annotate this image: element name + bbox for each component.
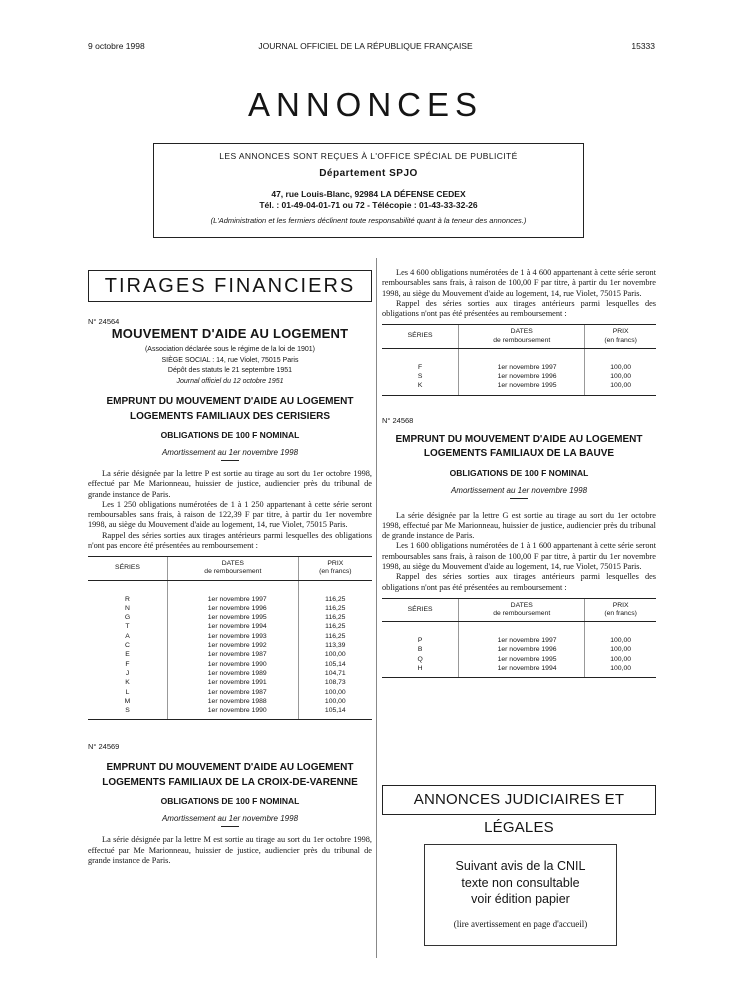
loan2-paragraph-2: Les 1 600 obligations numérotées de 1 à 1 600 appartenant à cette série seront remboursables sans frais, à raison de 100,00 F par titre, à partir du 1er novembre 1998, au siège du Mouvement d'aide au logement, 14, rue Violet, 75015 Paris. [382, 541, 656, 572]
col-prix-label: PRIX [327, 560, 344, 568]
price-cell: 104,71 [298, 669, 372, 678]
price-cell: 105,14 [298, 660, 372, 669]
series-cell: A [125, 632, 130, 640]
table-row [88, 622, 372, 631]
price-cell: 100,00 [585, 645, 656, 654]
publicity-notice-box [153, 143, 584, 238]
separator-bar [221, 826, 239, 827]
date-cell: 1er novembre 1989 [168, 669, 299, 678]
table-row [88, 595, 372, 604]
separator-bar [510, 498, 528, 499]
table-row [88, 660, 372, 669]
date-cell: 1er novembre 1987 [168, 688, 299, 697]
loan2-paragraph-3: Rappel des séries sorties aux tirages antérieurs parmi lesquelles des obligations n'ont pas été présentées au remboursement : [382, 572, 656, 592]
notice-ref: N° 24564 [88, 317, 120, 326]
series-cell: K [125, 679, 130, 687]
table-row [382, 372, 656, 381]
date-cell: 1er novembre 1996 [459, 645, 585, 654]
loan1-paragraph-1: La série désignée par la lettre P est sortie au tirage au sort du 1er octobre 1998, effectué par Me Marionneau, huissier de justice, audiencier près du tribunal de grande instance de Paris. [88, 469, 372, 499]
col-dates-label: DATES [221, 560, 244, 568]
loan1-amortissement-text: Amortissement au 1er novembre 1998 [161, 448, 299, 457]
table-row [88, 678, 372, 687]
page-title: ANNONCES [247, 86, 484, 123]
col-series [88, 557, 168, 580]
col-prix [298, 557, 372, 580]
notice-line-1: LES ANNONCES SONT REÇUES À L'OFFICE SPÉCIAL DE PUBLICITÉ [219, 151, 518, 161]
date-cell: 1er novembre 1996 [168, 604, 299, 613]
col-prix-label: PRIX [612, 328, 629, 336]
series-cell: L [125, 688, 130, 696]
series-cell: B [417, 646, 423, 654]
table-row [382, 636, 656, 645]
notice-phone: Tél. : 01-49-04-01-71 ou 72 - Télécopie : 01-43-33-32-26 [259, 199, 478, 210]
cnil-notice-box [424, 844, 617, 946]
series-cell: G [124, 614, 131, 622]
org-journal: Journal officiel du 12 octobre 1951 [176, 377, 284, 385]
table-row [88, 604, 372, 613]
col-dates [459, 325, 585, 348]
col-prix-label: PRIX [612, 601, 629, 609]
loan3-amortissement [88, 814, 372, 827]
table-row [88, 669, 372, 678]
price-cell: 116,25 [298, 595, 372, 604]
table-spacer-row [382, 622, 656, 637]
table-row [88, 641, 372, 650]
col-series-label: SÉRIES [115, 564, 140, 572]
table-row [382, 381, 656, 395]
loan1-paragraph-3: Rappel des séries sorties aux tirages antérieurs parmi lesquelles des obligations n'ont pas encore été présentées au remboursement : [88, 530, 372, 550]
notice-address: 47, rue Louis-Blanc, 92984 LA DÉFENSE CEDEX [271, 189, 466, 200]
table-row [88, 613, 372, 622]
date-cell: 1er novembre 1996 [459, 372, 585, 381]
price-cell: 100,00 [585, 636, 656, 645]
table-spacer-row [88, 580, 372, 595]
loan1-obligations: OBLIGATIONS DE 100 F NOMINAL [160, 430, 300, 440]
loan1-amortissement [88, 448, 372, 461]
loan1-series-table [88, 556, 372, 720]
price-cell: 113,39 [298, 641, 372, 650]
date-cell: 1er novembre 1995 [459, 655, 585, 664]
loan2-amortissement [382, 486, 656, 499]
price-cell: 116,25 [298, 613, 372, 622]
series-cell: F [418, 363, 423, 371]
price-cell: 116,25 [298, 632, 372, 641]
loan1-title-1: EMPRUNT DU MOUVEMENT D'AIDE AU LOGEMENT [106, 396, 354, 407]
series-cell: J [125, 669, 130, 677]
date-cell: 1er novembre 1997 [459, 363, 585, 372]
series-cell: C [125, 642, 130, 650]
date-cell: 1er novembre 1987 [168, 650, 299, 659]
series-cell: T [125, 623, 130, 631]
col-dates [168, 557, 299, 580]
price-cell: 100,00 [298, 697, 372, 706]
table-row [382, 363, 656, 372]
header-page-number: 15333 [631, 41, 655, 51]
loan3-obligations: OBLIGATIONS DE 100 F NOMINAL [160, 796, 300, 807]
table-row [382, 645, 656, 654]
section-tirages-financiers: TIRAGES FINANCIERS [88, 270, 372, 302]
loan3-paragraph-1: La série désignée par la lettre M est sortie au tirage au sort du 1er octobre 1998, effectué par Me Marionneau, huissier de justice, audiencier près du tribunal de grande instance de Paris. [88, 835, 372, 865]
series-cell: R [125, 595, 130, 603]
loan1-title-2: LOGEMENTS FAMILIAUX DES CERISIERS [129, 410, 331, 422]
header-date: 9 octobre 1998 [88, 41, 145, 51]
loan2-title-1: EMPRUNT DU MOUVEMENT D'AIDE AU LOGEMENT [395, 433, 643, 445]
org-name: MOUVEMENT D'AIDE AU LOGEMENT [111, 326, 349, 341]
col-prix [585, 325, 656, 348]
right-column [382, 268, 656, 678]
price-cell: 100,00 [585, 372, 656, 381]
price-cell: 108,73 [298, 678, 372, 687]
price-cell: 100,00 [298, 688, 372, 697]
series-cell: K [382, 381, 459, 395]
table-spacer-row [382, 348, 656, 363]
col-dates-sublabel: de remboursement [493, 610, 551, 618]
date-cell: 1er novembre 1990 [168, 660, 299, 669]
price-cell: 116,25 [298, 622, 372, 631]
org-assoc: (Association déclarée sous le régime de la loi de 1901) [144, 346, 316, 353]
date-cell: 1er novembre 1992 [168, 641, 299, 650]
series-cell: S [88, 706, 168, 720]
date-cell: 1er novembre 1995 [459, 381, 585, 395]
date-cell: 1er novembre 1993 [168, 632, 299, 641]
date-cell: 1er novembre 1994 [168, 622, 299, 631]
notice-department: Département SPJO [319, 167, 418, 179]
loan2-paragraph-1: La série désignée par la lettre G est sortie au tirage au sort du 1er octobre 1998, effectué par Me Marionneau, huissier de justice, audiencier près du tribunal de grande instance de Paris. [382, 510, 656, 541]
col-prix-sublabel: (en francs) [604, 610, 637, 618]
loan1-paragraph-2: Les 1 250 obligations numérotées de 1 à 1 250 appartenant à cette série seront remboursables sans frais, à raison de 122,39 F par titre, à partir du 1er novembre 1998, au siège du Mouvement d'aide au logement, 14, rue Violet, 75015 Paris. [88, 499, 372, 530]
price-cell: 100,00 [585, 381, 656, 395]
series-cell: M [124, 697, 131, 705]
continued-paragraph-2: Rappel des séries sorties aux tirages antérieurs parmi lesquelles des obligations n'ont pas été présentées au remboursement : [382, 298, 656, 319]
loan2-series-table [382, 598, 656, 679]
loan1-body [88, 469, 372, 551]
continued-series-table [382, 324, 656, 395]
series-cell: H [382, 664, 459, 678]
series-cell: E [125, 651, 130, 659]
continued-body [382, 268, 656, 319]
col-dates-sublabel: de remboursement [493, 336, 551, 344]
col-dates-label: DATES [510, 601, 533, 609]
series-cell: S [417, 373, 423, 381]
col-prix-sublabel: (en francs) [604, 336, 637, 344]
loan3-title-2: LOGEMENTS FAMILIAUX DE LA CROIX-DE-VARENNE [102, 776, 358, 788]
loan3-body [88, 835, 372, 866]
loan2-body [382, 511, 656, 593]
date-cell: 1er novembre 1990 [168, 706, 299, 720]
section-annonces-judiciaires: ANNONCES JUDICIAIRES ET LÉGALES [382, 785, 656, 815]
col-series [382, 598, 459, 621]
header-journal: JOURNAL OFFICIEL DE LA RÉPUBLIQUE FRANÇAISE [258, 41, 473, 51]
table-row [88, 650, 372, 659]
table-row [382, 655, 656, 664]
date-cell: 1er novembre 1997 [459, 636, 585, 645]
loan3-title-1: EMPRUNT DU MOUVEMENT D'AIDE AU LOGEMENT [106, 762, 354, 774]
series-cell: N [125, 604, 130, 612]
col-series-label: SÉRIES [407, 332, 433, 340]
price-cell: 100,00 [298, 650, 372, 659]
col-dates [459, 598, 585, 621]
cnil-note: (lire avertissement en page d'accueil) [453, 918, 588, 929]
cnil-line-1: Suivant avis de la CNIL [455, 859, 586, 873]
price-cell: 105,14 [298, 706, 372, 720]
col-dates-sublabel: de remboursement [204, 568, 262, 576]
column-divider [376, 258, 377, 958]
table-row [382, 664, 656, 678]
date-cell: 1er novembre 1995 [168, 613, 299, 622]
cnil-line-3: voir édition papier [471, 892, 570, 907]
date-cell: 1er novembre 1997 [168, 595, 299, 604]
org-depot: Dépôt des statuts le 21 septembre 1951 [167, 367, 293, 374]
loan3-amortissement-text: Amortissement au 1er novembre 1998 [161, 814, 299, 824]
table-row [88, 706, 372, 720]
col-dates-label: DATES [510, 328, 533, 336]
series-cell: F [125, 660, 130, 668]
cnil-line-2: texte non consultable [461, 875, 580, 890]
notice-disclaimer: (L'Administration et les fermiers déclinent toute responsabilité quant à la teneur des annonces.) [210, 216, 527, 226]
col-prix-sublabel: (en francs) [319, 568, 352, 576]
col-prix [585, 598, 656, 621]
separator-bar [221, 460, 239, 461]
series-cell: Q [417, 655, 423, 663]
notice-ref: N° 24568 [382, 415, 414, 425]
price-cell: 100,00 [585, 363, 656, 372]
table-row [88, 688, 372, 697]
table-row [88, 697, 372, 706]
continued-paragraph-1: Les 4 600 obligations numérotées de 1 à 4 600 appartenant à cette série seront remboursables sans frais, à raison de 100,00 F par titre, à partir du 1er novembre 1998, au siège du Mouvement d'aide au logement, 14, rue Violet, 75015 Paris. [382, 268, 656, 298]
loan2-amortissement-text: Amortissement au 1er novembre 1998 [450, 485, 588, 495]
left-column [88, 270, 372, 866]
price-cell: 100,00 [585, 664, 656, 678]
series-cell: P [417, 637, 423, 645]
date-cell: 1er novembre 1988 [168, 697, 299, 706]
date-cell: 1er novembre 1991 [168, 678, 299, 687]
date-cell: 1er novembre 1994 [459, 664, 585, 678]
loan2-title-2: LOGEMENTS FAMILIAUX DE LA BAUVE [423, 448, 615, 460]
org-siege: SIÈGE SOCIAL : 14, rue Violet, 75015 Paris [161, 356, 299, 364]
col-series-label: SÉRIES [407, 605, 433, 613]
price-cell: 116,25 [298, 604, 372, 613]
notice-ref: N° 24569 [88, 742, 120, 752]
loan2-obligations: OBLIGATIONS DE 100 F NOMINAL [449, 467, 589, 478]
col-series [382, 325, 459, 348]
table-row [88, 632, 372, 641]
price-cell: 100,00 [585, 655, 656, 664]
